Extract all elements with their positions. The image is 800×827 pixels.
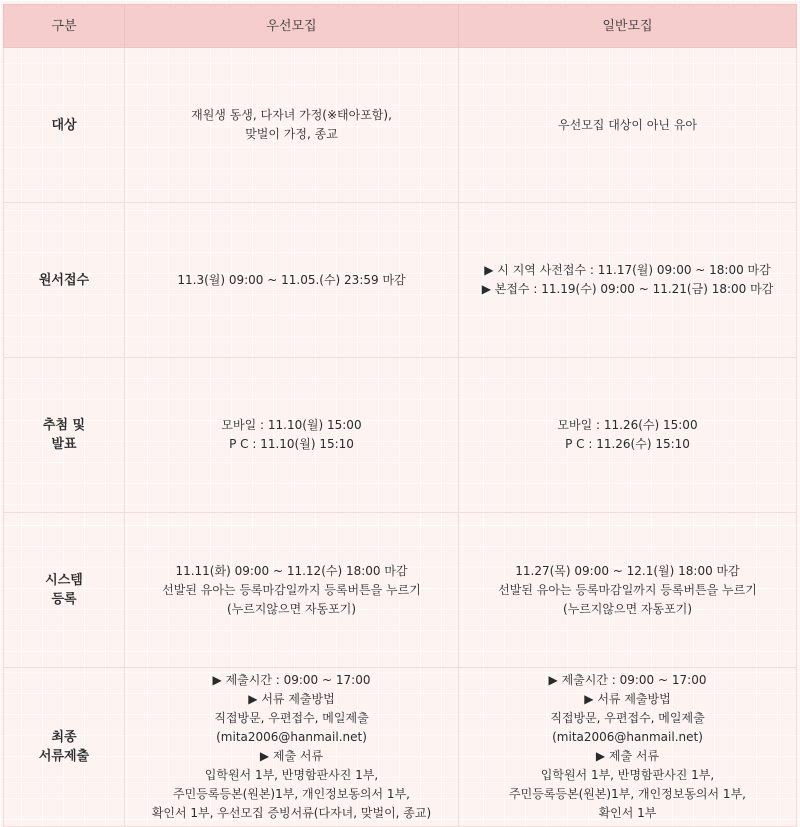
cell-text-line: 맞벌이 가정, 종교 [245, 127, 338, 141]
cell-text-line: P C : 11.10(월) 15:10 [229, 437, 354, 451]
cell-text-line: 확인서 1부 [598, 806, 657, 820]
cell-text-line: 최종 [51, 730, 77, 745]
priority-cell [125, 203, 459, 358]
cell-text-line: 등록 [51, 592, 77, 607]
cell-text-line: ▶ 서류 제출방법 [584, 692, 671, 706]
cell-text-line: ▶ 제출 서류 [259, 749, 324, 763]
priority-cell [125, 513, 459, 668]
cell-text-line: 대상 [51, 117, 77, 133]
cell-text-line: 입학원서 1부, 반명함판사진 1부, [540, 768, 715, 782]
cell-text-line: 선발된 유아는 등록마감일까지 등록버튼을 누르기 [162, 582, 421, 597]
cell-text-line: ▶ 제출 서류 [595, 749, 660, 763]
admission-schedule-table [3, 4, 797, 827]
table-row [4, 668, 797, 827]
cell-text-line: 모바일 : 11.26(수) 15:00 [557, 418, 698, 432]
cell-text-line: (누르지않으면 자동포기) [562, 601, 693, 616]
general-cell [459, 513, 797, 668]
cell-text-line: 재원생 동생, 다자녀 가정(※태아포함), [191, 108, 392, 122]
cell-text-line: 우선모집 대상이 아닌 유아 [558, 117, 697, 132]
cell-text-line: (mita2006@hanmail.net) [216, 730, 367, 744]
row-label [4, 203, 125, 358]
row-label [4, 358, 125, 513]
cell-text-line: ▶ 시 지역 사전접수 : 11.17(월) 09:00 ~ 18:00 마감 [484, 263, 771, 277]
header-priority-recruit: 우선모집 [125, 5, 459, 48]
priority-cell [125, 358, 459, 513]
table-row [4, 203, 797, 358]
cell-text-line: P C : 11.26(수) 15:10 [565, 437, 690, 451]
row-label [4, 513, 125, 668]
cell-text-line: 11.27(목) 09:00 ~ 12.1(월) 18:00 마감 [515, 563, 740, 578]
cell-text-line: 주민등록등본(원본)1부, 개인정보동의서 1부, [509, 787, 746, 801]
cell-text-line: (누르지않으면 자동포기) [226, 601, 357, 616]
priority-cell [125, 668, 459, 827]
cell-text-line: 주민등록등본(원본)1부, 개인정보동의서 1부, [173, 787, 410, 801]
table-header-row [4, 5, 797, 48]
general-cell [459, 48, 797, 203]
cell-text-line: 서류제출 [38, 749, 90, 764]
cell-text-line: 시스템 [45, 573, 83, 588]
cell-text-line: 원서접수 [38, 272, 90, 288]
cell-text-line: ▶ 제출시간 : 09:00 ~ 17:00 [548, 673, 707, 687]
general-cell [459, 203, 797, 358]
cell-text-line: 추첨 및 [42, 418, 86, 433]
priority-cell [125, 48, 459, 203]
cell-text-line: ▶ 본접수 : 11.19(수) 09:00 ~ 11.21(금) 18:00 마감 [481, 282, 774, 296]
cell-text-line: 직접방문, 우편접수, 메일제출 [214, 711, 369, 725]
table-row [4, 48, 797, 203]
table-row [4, 513, 797, 668]
cell-text-line: ▶ 제출시간 : 09:00 ~ 17:00 [212, 673, 371, 687]
cell-text-line: 발표 [51, 437, 77, 452]
cell-text-line: 모바일 : 11.10(월) 15:00 [221, 418, 362, 432]
row-label [4, 48, 125, 203]
cell-text-line: 확인서 1부, 우선모집 증빙서류(다자녀, 맞벌이, 종교) [151, 806, 432, 820]
cell-text-line: 선발된 유아는 등록마감일까지 등록버튼을 누르기 [498, 582, 757, 597]
header-general-recruit: 일반모집 [459, 5, 797, 48]
cell-text-line: 입학원서 1부, 반명함판사진 1부, [204, 768, 379, 782]
general-cell [459, 358, 797, 513]
cell-text-line: (mita2006@hanmail.net) [552, 730, 703, 744]
cell-text-line: 직접방문, 우편접수, 메일제출 [550, 711, 705, 725]
cell-text-line: 11.11(화) 09:00 ~ 11.12(수) 18:00 마감 [175, 563, 408, 578]
header-category: 구분 [4, 5, 125, 48]
table-row [4, 358, 797, 513]
cell-text-line: ▶ 서류 제출방법 [248, 692, 335, 706]
general-cell [459, 668, 797, 827]
cell-text-line: 11.3(월) 09:00 ~ 11.05.(수) 23:59 마감 [177, 272, 406, 287]
row-label [4, 668, 125, 827]
